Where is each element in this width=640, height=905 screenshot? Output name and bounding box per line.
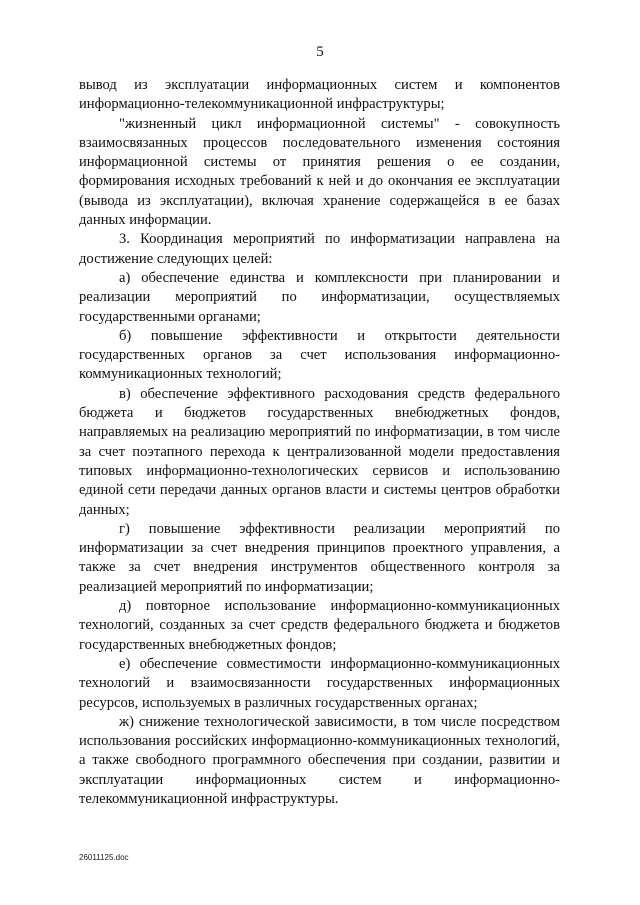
document-body — [79, 76, 560, 809]
paragraph-subitem-d: д) повторное использование информационно-коммуникационных технологий, созданных за счет средств федерального бюджета и бюджетов государственных внебюджетных фондов; — [79, 598, 560, 653]
paragraph-subitem-a: а) обеспечение единства и комплексности при планировании и реализации мероприятий по информатизации, осуществляемых государственными органами; — [79, 269, 560, 325]
paragraph-item-3: 3. Координация мероприятий по информатизации направлена на достижение следующих целей: — [79, 231, 560, 267]
paragraph-definition-lifecycle: "жизненный цикл информационной системы" - совокупность взаимосвязанных процессов последовательного изменения состояния информационной системы от принятия решения о ее создании, формирования исходных требований к ней и до окончания ее эксплуатации (вывода из эксплуатации), включая хранение содержащейся в ее базах данных информации. — [79, 115, 560, 229]
paragraph-subitem-zh: ж) снижение технологической зависимости, в том числе посредством использования российских информационно-коммуникационных технологий, а также свободного программного обеспечения при создании, развитии и эксплуатации информационных систем и информационно-телекоммуникационной инфраструктуры. — [79, 713, 560, 807]
paragraph-subitem-b: б) повышение эффективности и открытости деятельности государственных органов за счет использования информационно-коммуникационных технологий; — [79, 327, 560, 383]
paragraph-subitem-v: в) обеспечение эффективного расходования средств федерального бюджета и бюджетов государственных внебюджетных фондов, направляемых на реализацию мероприятий по информатизации, в том числе за счет поэтапного перехода к централизованной модели предоставления типовых информационно-технологических сервисов и использованию единой сети передачи данных органов власти и системы центров обработки данных; — [79, 385, 560, 518]
paragraph-subitem-e: е) обеспечение совместимости информационно-коммуникационных технологий и взаимосвязанности государственных информационных ресурсов, используемых в различных государственных органах; — [79, 655, 560, 711]
file-name-footer: 26011125.doc — [79, 853, 129, 862]
page-number: 5 — [316, 44, 324, 60]
paragraph-subitem-g: г) повышение эффективности реализации мероприятий по информатизации за счет внедрения принципов проектного управления, а также за счет внедрения инструментов общественного контроля за реализацией мероприятий по информатизации; — [79, 520, 560, 595]
paragraph-continuation: вывод из эксплуатации информационных систем и компонентов информационно-телекоммуникационной инфраструктуры; — [79, 77, 560, 113]
